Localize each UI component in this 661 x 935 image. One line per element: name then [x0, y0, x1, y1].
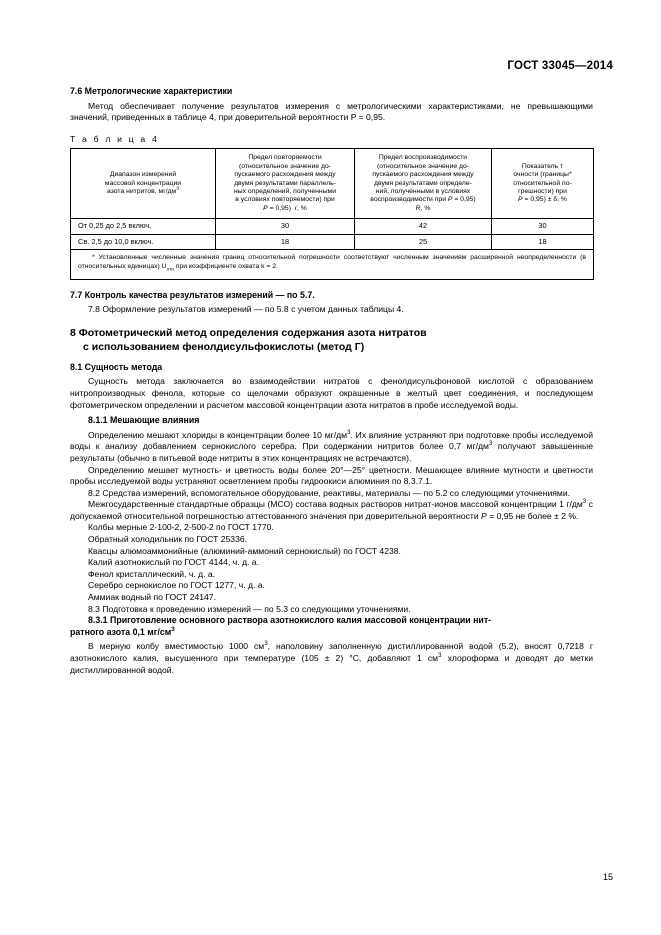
table-cell-repeatability: 18	[216, 234, 355, 249]
section-8-1-title: 8.1 Сущность метода	[70, 361, 163, 372]
table-header-row	[71, 149, 594, 219]
section-8-1-1-paragraph-2: Определению мешает мутность- и цветность воды более 20°—25° цветности. Мешающее влияние мутности и цветности пробы исследуемой воды устраняют осветлением пробы гидроокиси алюминия по 8.3.7.1.	[70, 464, 593, 487]
section-8-1-1-title: 8.1.1 Мешающие влияния	[88, 415, 200, 426]
section-8-3-paragraph: 8.3 Подготовка к проведению измерений — по 5.3 со следующими уточнениями.	[88, 603, 411, 614]
section-8-3-1-paragraph: В мерную колбу вместимостью 1000 $см^3$, наполовину заполненную дистиллированной водой (5.2), вносят 0,7218 г азотнокислого калия, высушенного при температуре (105 ± 2) °С, добавляют 1 $см^3$ хлороформа и доводят до метки дистиллированной водой.	[70, 640, 594, 675]
table-row	[71, 234, 594, 249]
table-cell-reproducibility: 42	[355, 219, 492, 234]
section-7-6-paragraph: Метод обеспечивает получение результатов измерения с метрологическими характеристиками, не превышающими значений, приведенных в таблице 4, при доверительной вероятности P = 0,95.	[70, 100, 593, 123]
section-8-title-line1: 8 Фотометрический метод определения содержания азота нитратов	[70, 326, 427, 339]
page-number: 15	[602, 872, 613, 882]
list-item: Аммиак водный по ГОСТ 24147.	[88, 592, 216, 603]
table-header-reproducibility: Предел воспроизводимости (относительное значение до- пускаемого расхождения между двумя результатами определе- ний, полученными в условиях воспроизводимости при P = 0,95) R, %	[355, 149, 492, 219]
section-7-8-paragraph: 7.8 Оформление результатов измерений — по 5.8 с учетом данных таблицы 4.	[88, 304, 404, 315]
table-cell-accuracy: 18	[492, 234, 594, 249]
table-caption: Т а б л и ц а 4	[70, 133, 159, 144]
page-header: ГОСТ 33045—2014	[507, 60, 613, 72]
table-cell-repeatability: 30	[216, 219, 355, 234]
table-cell-accuracy: 30	[492, 219, 594, 234]
metrology-table	[70, 148, 594, 279]
document-body	[70, 86, 593, 676]
list-item: Обратный холодильник по ГОСТ 25336.	[88, 534, 248, 545]
table-cell-range: От 0,25 до 2,5 включ.	[71, 219, 216, 234]
list-item: Калий азотнокислый по ГОСТ 4144, ч. д. а.	[88, 557, 259, 568]
section-8-1-1-paragraph-1: Определению мешают хлориды в концентрации более 10 $мг/дм^3$. Их влияние устраняют при подготовке пробы исследуемой воды к анализу добавлением сернокислого серебра. При содержании нитритов более 0,7 $мг/дм^3$ получают завышенные результаты (обычно в питьевой воде нитриты в этих концентрациях не встречаются).	[70, 428, 593, 463]
table-cell-range: Св. 2,5 до 10,0 включ.	[71, 234, 216, 249]
section-7-6-title: 7.6 Метрологические характеристики	[70, 86, 233, 96]
table-header-accuracy: Показатель т очности (границы* относительной по- грешности) при P = 0,95) ± δ, %	[492, 149, 594, 219]
section-8-title-line2: с использованием фенолдисульфокислоты (метод Г)	[83, 340, 365, 353]
section-8-1-paragraph: Сущность метода заключается во взаимодействии нитратов с фенолдисульфоновой кислотой с образованием нитропроизводных фенола, которые со щелочами образуют окрашенные в желтый цвет соединения, и последующем фотометрическом определении и расчетом массовой концентрации азота нитратов в пробе исследуемой воды.	[70, 376, 593, 410]
list-item: Серебро сернокислое по ГОСТ 1277, ч. д. а.	[88, 580, 265, 591]
section-8-2-paragraph-1: 8.2 Средства измерений, вспомогательное оборудование, реактивы, материалы — по 5.2 со следующими уточнениями.	[88, 487, 571, 498]
section-8-title	[70, 326, 593, 354]
list-item: Квасцы алюмоаммонийные (алюминий-аммоний сернокислый) по ГОСТ 4238.	[88, 545, 401, 556]
table-cell-reproducibility: 25	[355, 234, 492, 249]
table-header-repeatability: Предел повторяемости (относительное значение до- пускаемого расхождения между двумя результатами параллель- ных определений, полученными в условиях повторяемости) при P = 0,95) r, %	[216, 149, 355, 219]
section-8-3-1-title: 8.3.1 Приготовление основного раствора азотнокислого калия массовой концентрации нит- ратного азота 0,1 $мг/см^3$	[70, 615, 492, 637]
section-7-7-title: 7.7 Контроль качества результатов измерений — по 5.7.	[70, 289, 315, 300]
table-row	[71, 219, 594, 234]
list-item: Колбы мерные 2-100-2, 2-500-2 по ГОСТ 1770.	[88, 522, 274, 533]
table-header-range: Диапазон измерений массовой концентрации азота нитритов, $мг/дм^3$	[71, 149, 216, 219]
table-footnote: * Установленные численные значения границ относительной погрешности соответствуют численным значениям расширенной неопределенности (в относительных единицах) $U_{отн}$ при коэффициенте охвата k = 2.	[71, 250, 594, 280]
section-8-2-paragraph-2: Межгосударственные стандартные образцы (МСО) состава водных растворов нитрат-ионов массовой концентрации 1 $г/дм^3$ с допускаемой относительной погрешностью аттестованного значения при доверительной вероятности P = 0,95 не более ± 2 %.	[70, 498, 593, 521]
list-item: Фенол кристаллический, ч. д. а.	[88, 568, 216, 579]
table-footnote-row	[71, 250, 594, 280]
